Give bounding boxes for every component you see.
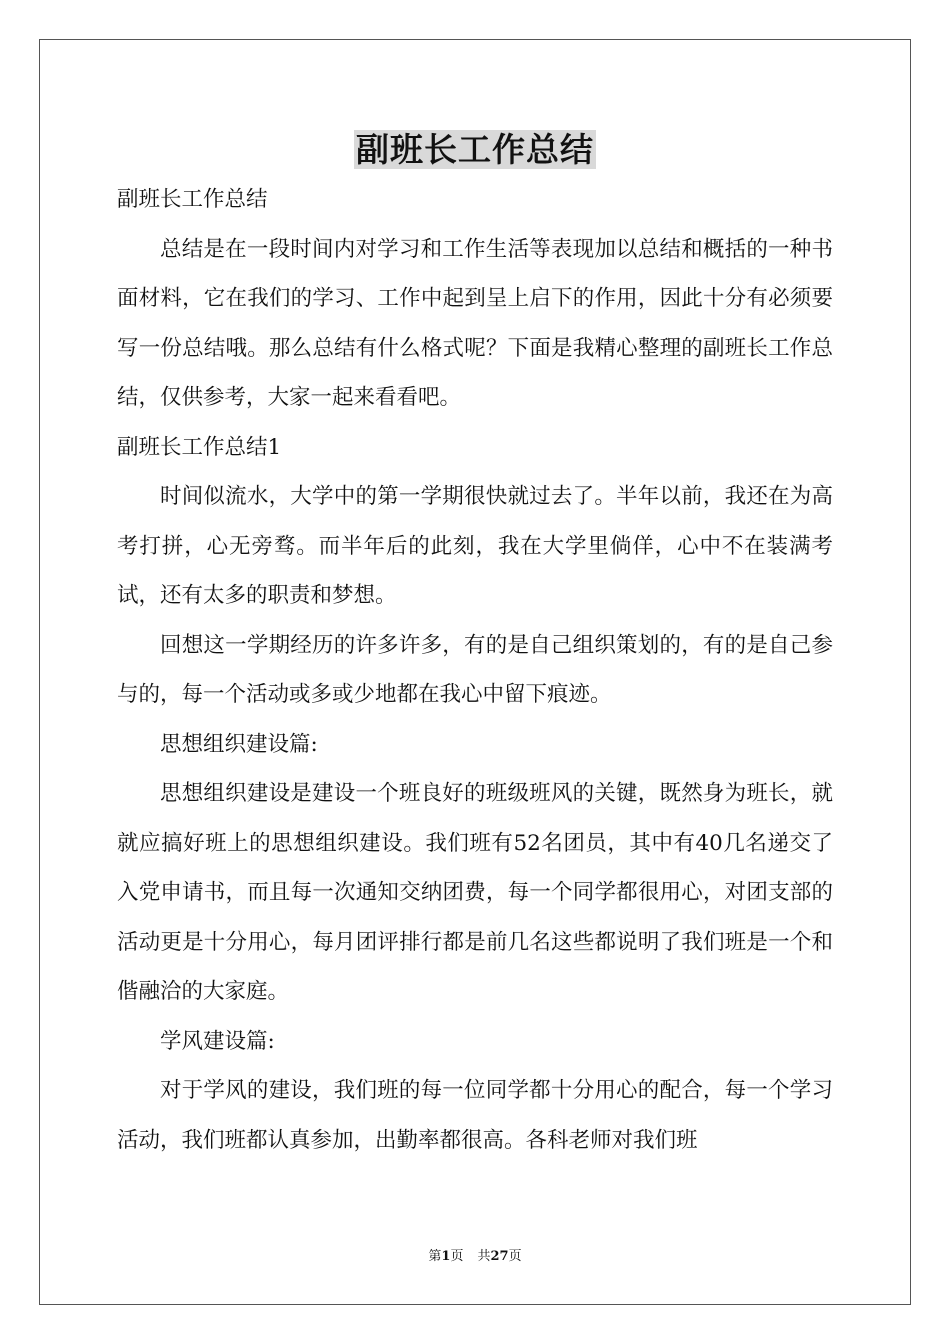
subheading-study-style: 学风建设篇: [160, 1028, 275, 1054]
page-footer [0, 1248, 950, 1266]
paragraph-ideology: 思想组织建设是建设一个班良好的班级班风的关键，既然身为班长，就就应搞好班上的思想组织建设。我们班有52名团员，其中有40几名递交了入党申请书，而且每一次通知交纳团费，每一个同学都很用心，对团支部的活动更是十分用心，每月团评排行都是前几名这些都说明了我们班是一个和偕融洽的大家庭。 [117, 781, 833, 1004]
document-title [0, 126, 950, 174]
paragraph-intro: 总结是在一段时间内对学习和工作生活等表现加以总结和概括的一种书面材料，它在我们的学习、工作中起到呈上启下的作用，因此十分有必须要写一份总结哦。那么总结有什么格式呢？下面是我精心整理的副班长工作总结，仅供参考，大家一起来看看吧。 [117, 236, 833, 410]
footer-page-suffix: 页 [450, 1249, 464, 1264]
document-body [117, 175, 833, 1165]
footer-total-prefix: 共 [477, 1249, 491, 1264]
paragraph-time-flies: 时间似流水，大学中的第一学期很快就过去了。半年以前，我还在为高考打拼，心无旁骛。而半年后的此刻，我在大学里倘佯，心中不在装满考试，还有太多的职责和梦想。 [117, 484, 833, 608]
footer-total-suffix: 页 [508, 1249, 522, 1264]
subheading-ideology: 思想组织建设篇: [160, 731, 318, 757]
paragraph-study-style: 对于学风的建设，我们班的每一位同学都十分用心的配合，每一个学习活动，我们班都认真参加，出勤率都很高。各科老师对我们班 [117, 1078, 833, 1153]
paragraph-heading-intro: 副班长工作总结 [117, 187, 268, 212]
footer-page-prefix: 第 [428, 1249, 442, 1264]
paragraph-recall: 回想这一学期经历的许多许多，有的是自己组织策划的，有的是自己参与的，每一个活动或多或少地都在我心中留下痕迹。 [117, 632, 833, 707]
footer-total-pages: 27 [490, 1249, 509, 1264]
footer-page-number: 1 [441, 1249, 451, 1264]
paragraph-heading-section-1: 副班长工作总结1 [117, 434, 282, 460]
document-title-text: 副班长工作总结 [356, 130, 594, 169]
